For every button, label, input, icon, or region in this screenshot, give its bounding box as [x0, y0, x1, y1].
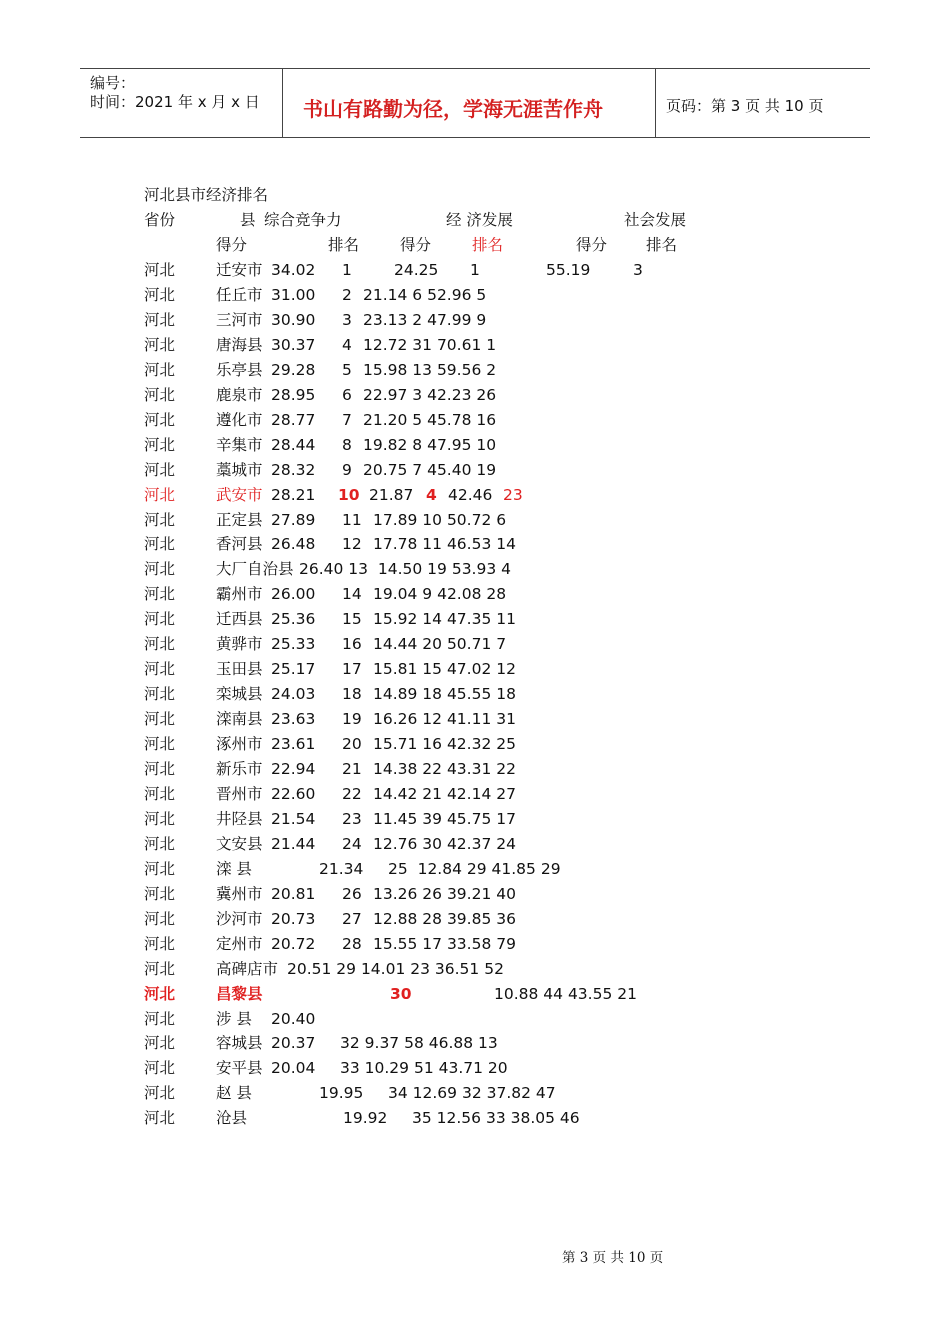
- row-province: 河北: [144, 710, 176, 729]
- row-score-1: 25.17: [271, 660, 316, 679]
- row-county: 滦南县: [216, 710, 263, 729]
- col-score-1: 得分: [216, 236, 248, 254]
- row-rest: 12.88 28 39.85 36: [373, 909, 516, 928]
- row-county: 栾城县: [216, 685, 263, 704]
- row-province: 河北: [144, 1109, 176, 1128]
- row-rank-1: 30: [390, 984, 412, 1003]
- row-rank-1: 7: [342, 410, 352, 429]
- row-province: 河北: [144, 335, 176, 354]
- row-rank-1: 20: [342, 735, 362, 754]
- row-rest: 14.89 18 45.55 18: [373, 685, 516, 704]
- row-county: 井陉县: [216, 809, 263, 828]
- row-province: 河北: [144, 1009, 176, 1028]
- row-province: 河北: [144, 535, 176, 554]
- row-score-1: 23.63: [271, 710, 316, 729]
- row-values: 19.92 35 12.56 33 38.05 46: [343, 1109, 580, 1128]
- row-score-1: 27.89: [271, 510, 316, 529]
- col-social: 社会发展: [624, 211, 687, 229]
- col-county: 县: [240, 211, 256, 229]
- row-province: 河北: [144, 635, 176, 654]
- row-rank-1: 3: [342, 310, 352, 329]
- col-comprehensive: 综合竞争力: [264, 211, 342, 229]
- row-rank-3: 3: [633, 261, 643, 279]
- row-rank-1: 22: [342, 784, 362, 803]
- col-score-3: 得分: [576, 236, 608, 254]
- row-province: 河北: [144, 685, 176, 704]
- page-footer: 第 3 页 共 10 页: [562, 1250, 664, 1266]
- row-rest: 16.26 12 41.11 31: [373, 710, 516, 729]
- row-rest: 11.45 39 45.75 17: [373, 809, 516, 828]
- row-county: 高碑店市: [216, 959, 279, 978]
- page-code: 页码：第 3 页 共 10 页: [666, 97, 824, 115]
- row-county: 任丘市: [216, 285, 263, 304]
- row-score-1: 28.77: [271, 410, 316, 429]
- row-score-3: 42.46: [448, 485, 493, 504]
- row-province: 河北: [144, 1034, 176, 1053]
- row-rank-1: 14: [342, 585, 362, 604]
- row-county: 霸州市: [216, 585, 263, 604]
- row-rank-1: 4: [342, 335, 352, 354]
- row-rest: 20.75 7 45.40 19: [363, 460, 497, 479]
- row-score-3: 55.19: [546, 261, 591, 279]
- col-province: 省份: [144, 211, 176, 229]
- row-county: 迁安市: [216, 261, 263, 279]
- row-score-1: 29.28: [271, 360, 316, 379]
- row-rank-1: 21: [342, 760, 362, 778]
- row-province: 河北: [144, 460, 176, 479]
- row-rest: 19.82 8 47.95 10: [363, 435, 497, 454]
- row-rank-1: 27: [342, 909, 362, 928]
- row-score-1: 30.37: [271, 335, 316, 354]
- row-rest: 21.14 6 52.96 5: [363, 285, 487, 304]
- row-county: 正定县: [216, 510, 263, 529]
- row-score-1: 31.00: [271, 285, 316, 304]
- row-values: 20.37 32 9.37 58 46.88 13: [271, 1034, 498, 1053]
- row-rank-1: 11: [342, 510, 362, 529]
- row-score-2: 24.25: [394, 261, 439, 279]
- col-rank-2: 排名: [472, 236, 504, 254]
- row-score-1: 21.44: [271, 834, 316, 853]
- table-title: 河北县市经济排名: [144, 186, 269, 204]
- row-province: 河北: [144, 983, 176, 1003]
- row-province: 河北: [144, 809, 176, 828]
- row-county: 文安县: [216, 834, 263, 853]
- row-values: 20.40: [271, 1009, 316, 1028]
- row-county: 容城县: [216, 1034, 263, 1053]
- row-county: 涿州市: [216, 735, 263, 754]
- row-score-1: 22.60: [271, 784, 316, 803]
- row-rank-1: 10: [338, 485, 360, 504]
- row-province: 河北: [144, 884, 176, 903]
- row-county: 安平县: [216, 1059, 263, 1078]
- row-county: 遵化市: [216, 410, 263, 429]
- row-rank-1: 2: [342, 285, 352, 304]
- row-county: 沙河市: [216, 909, 263, 928]
- row-province: 河北: [144, 360, 176, 379]
- row-county: 唐海县: [216, 335, 263, 354]
- row-rank-1: 18: [342, 685, 362, 704]
- row-county: 晋州市: [216, 784, 263, 803]
- col-rank-1: 排名: [328, 236, 360, 254]
- row-rank-3: 23: [503, 485, 523, 504]
- row-rank-1: 28: [342, 934, 362, 953]
- row-county: 滦 县: [216, 859, 252, 878]
- row-county: 武安市: [216, 485, 263, 504]
- row-score-1: 21.54: [271, 809, 316, 828]
- row-county: 三河市: [216, 310, 263, 329]
- row-rest: 15.81 15 47.02 12: [373, 660, 516, 679]
- row-province: 河北: [144, 735, 176, 754]
- row-county: 玉田县: [216, 660, 263, 679]
- row-rest: 17.89 10 50.72 6: [373, 510, 507, 529]
- row-rank-1: 9: [342, 460, 352, 479]
- row-county: 涉 县: [216, 1009, 252, 1028]
- row-rest: 21.20 5 45.78 16: [363, 410, 497, 429]
- row-rest: 19.04 9 42.08 28: [373, 585, 507, 604]
- row-county: 大厂自治县: [216, 560, 294, 579]
- row-province: 河北: [144, 1059, 176, 1078]
- row-county: 乐亭县: [216, 360, 263, 379]
- row-rank-1: 8: [342, 435, 352, 454]
- row-score-1: 28.21: [271, 485, 316, 504]
- row-rank-1: 6: [342, 385, 352, 404]
- row-score-1: 25.33: [271, 635, 316, 654]
- row-rest: 14.38 22 43.31 22: [373, 760, 516, 778]
- row-rest: 22.97 3 42.23 26: [363, 385, 497, 404]
- row-county: 辛集市: [216, 435, 263, 454]
- row-province: 河北: [144, 859, 176, 878]
- row-rest: 15.98 13 59.56 2: [363, 360, 497, 379]
- doc-number: 编号：: [90, 74, 136, 92]
- doc-time: 时间：2021 年 x 月 x 日: [90, 93, 260, 111]
- row-rest: 15.92 14 47.35 11: [373, 610, 516, 629]
- row-score-2: 21.87: [369, 485, 414, 504]
- row-county: 沧县: [216, 1109, 248, 1128]
- row-province: 河北: [144, 934, 176, 953]
- row-rank-1: 26: [342, 884, 362, 903]
- row-county: 新乐市: [216, 760, 263, 778]
- row-rest: 15.55 17 33.58 79: [373, 934, 516, 953]
- motto: 书山有路勤为径，学海无涯苦作舟: [303, 97, 603, 121]
- row-score-1: 26.48: [271, 535, 316, 554]
- row-rest: 14.44 20 50.71 7: [373, 635, 507, 654]
- col-economic: 经 济发展: [446, 211, 513, 229]
- row-rank-1: 5: [342, 360, 352, 379]
- row-score-1: 28.32: [271, 460, 316, 479]
- row-score-1: 20.81: [271, 884, 316, 903]
- row-province: 河北: [144, 410, 176, 429]
- row-score-1: 22.94: [271, 760, 316, 778]
- row-province: 河北: [144, 660, 176, 679]
- row-score-1: 20.72: [271, 934, 316, 953]
- row-county: 冀州市: [216, 884, 263, 903]
- row-values: 21.34 25 12.84 29 41.85 29: [319, 859, 561, 878]
- row-province: 河北: [144, 485, 176, 504]
- row-rank-2: 1: [470, 261, 480, 279]
- row-county: 藁城市: [216, 460, 263, 479]
- row-score-1: 28.95: [271, 385, 316, 404]
- row-province: 河北: [144, 959, 176, 978]
- row-province: 河北: [144, 1084, 176, 1103]
- row-score-1: 26.00: [271, 585, 316, 604]
- row-values: 19.95 34 12.69 32 37.82 47: [319, 1084, 556, 1103]
- row-score-1: 20.73: [271, 909, 316, 928]
- row-province: 河北: [144, 560, 176, 579]
- row-rank-1: 12: [342, 535, 362, 554]
- row-rest: 10.88 44 43.55 21: [494, 984, 637, 1003]
- row-province: 河北: [144, 310, 176, 329]
- row-province: 河北: [144, 585, 176, 604]
- row-values: 20.51 29 14.01 23 36.51 52: [287, 959, 504, 978]
- col-rank-3: 排名: [646, 236, 678, 254]
- row-rest: 23.13 2 47.99 9: [363, 310, 487, 329]
- row-province: 河北: [144, 435, 176, 454]
- row-province: 河北: [144, 760, 176, 778]
- row-province: 河北: [144, 784, 176, 803]
- row-rank-2: 4: [426, 485, 437, 504]
- row-score-1: 30.90: [271, 310, 316, 329]
- row-score-1: 25.36: [271, 610, 316, 629]
- row-province: 河北: [144, 285, 176, 304]
- row-score-1: 28.44: [271, 435, 316, 454]
- row-rank-1: 1: [342, 261, 352, 279]
- row-score-1: 23.61: [271, 735, 316, 754]
- row-province: 河北: [144, 610, 176, 629]
- row-score-1: 34.02: [271, 261, 316, 279]
- row-rest: 14.42 21 42.14 27: [373, 784, 516, 803]
- row-county: 迁西县: [216, 610, 263, 629]
- row-rank-1: 24: [342, 834, 362, 853]
- row-county: 赵 县: [216, 1084, 252, 1103]
- row-rank-1: 15: [342, 610, 362, 629]
- row-county: 昌黎县: [216, 983, 263, 1003]
- row-province: 河北: [144, 261, 176, 279]
- row-rest: 15.71 16 42.32 25: [373, 735, 516, 754]
- row-rank-1: 19: [342, 710, 362, 729]
- row-rest: 17.78 11 46.53 14: [373, 535, 516, 554]
- row-county: 定州市: [216, 934, 263, 953]
- row-rest: 13.26 26 39.21 40: [373, 884, 516, 903]
- row-rest: 12.72 31 70.61 1: [363, 335, 497, 354]
- row-province: 河北: [144, 909, 176, 928]
- row-province: 河北: [144, 385, 176, 404]
- row-values: 26.40 13 14.50 19 53.93 4: [299, 560, 511, 579]
- row-province: 河北: [144, 510, 176, 529]
- col-score-2: 得分: [400, 236, 432, 254]
- row-rank-1: 16: [342, 635, 362, 654]
- row-score-1: 24.03: [271, 685, 316, 704]
- row-province: 河北: [144, 834, 176, 853]
- row-rank-1: 23: [342, 809, 362, 828]
- row-county: 鹿泉市: [216, 385, 263, 404]
- row-rest: 12.76 30 42.37 24: [373, 834, 516, 853]
- row-values: 20.04 33 10.29 51 43.71 20: [271, 1059, 508, 1078]
- row-county: 香河县: [216, 535, 263, 554]
- row-county: 黄骅市: [216, 635, 263, 654]
- row-rank-1: 17: [342, 660, 362, 679]
